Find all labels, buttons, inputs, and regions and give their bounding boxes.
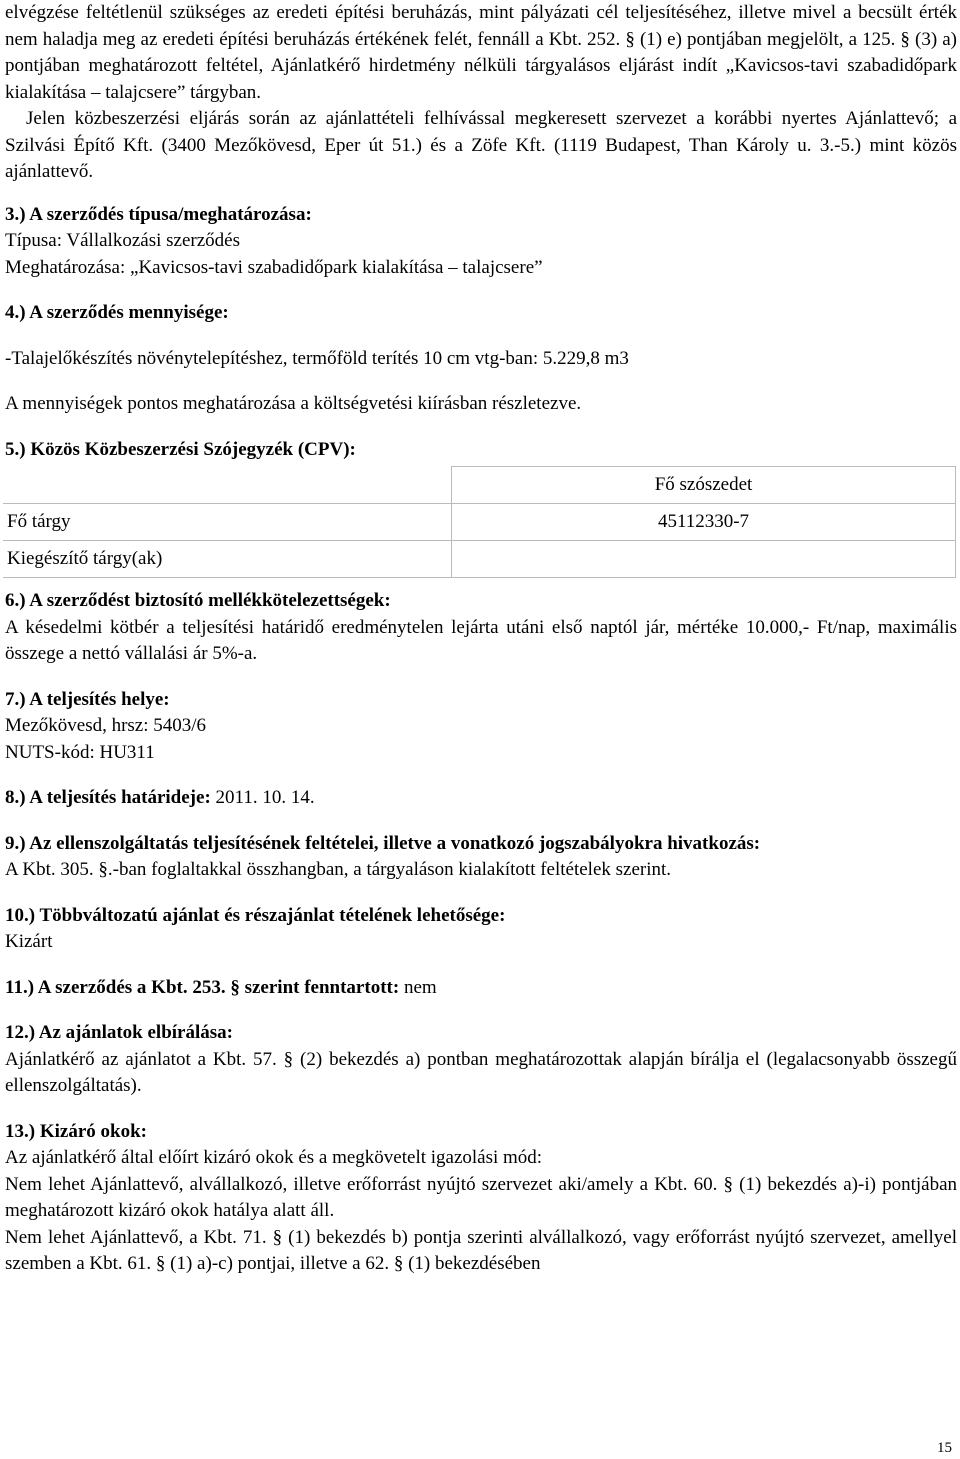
section-4-note: A mennyiségek pontos meghatározása a költségvetési kiírásban részletezve. <box>5 393 582 414</box>
section-9-heading: 9.) Az ellenszolgáltatás teljesítésének feltételei, illetve a vonatkozó jogszabályokra hivatkozás: <box>5 832 761 854</box>
page-number: 15 <box>937 1440 952 1456</box>
section-7-heading: 7.) A teljesítés helye: <box>5 688 170 710</box>
cpv-row-value: 45112330-7 <box>452 504 956 541</box>
section-13-paragraph-1: Nem lehet Ajánlattevő, alvállalkozó, illetve erőforrást nyújtó szervezet aki/amely a Kbt. 60. § (1) bekezdés a)-i) pontjában meghatározott kizáró okok hatálya alatt áll. <box>5 1173 957 1221</box>
section-12-text: Ajánlatkérő az ajánlatot a Kbt. 57. § (2) bekezdés a) pontban meghatározottak alapján bírálja el (legalacsonyabb összegű ellenszolgáltatás). <box>5 1048 957 1096</box>
section-11-value: nem <box>399 976 437 998</box>
cpv-table <box>3 466 956 578</box>
section-3-type: Típusa: Vállalkozási szerződés <box>5 230 240 251</box>
section-8-heading: 8.) A teljesítés határideje: <box>5 787 211 808</box>
intro-paragraph-1: elvégzése feltétlenül szükséges az eredeti építési beruházás, mint pályázati cél teljesítéséhez, illetve mivel a becsült érték nem haladja meg az eredeti építési beruházás értékének felét, fennáll a Kbt. 252. § (1) e) pontjában megjelölt, a 125. § (3) a) pontjában meghatározott feltétel, Ajánlatkérő hirdetmény nélküli tárgyalásos eljárást indít „Kavicsos-tavi szabadidőpark kialakítása – talajcsere” tárgyban. <box>5 2 957 103</box>
section-4-heading: 4.) A szerződés mennyisége: <box>5 302 229 323</box>
section-6-heading: 6.) A szerződést biztosító mellékkötelezettségek: <box>5 590 391 611</box>
cpv-row-main <box>3 504 956 541</box>
cpv-col-header: Fő szószedet <box>452 467 956 504</box>
cpv-row-label: Kiegészítő tárgy(ak) <box>3 541 452 578</box>
section-7-location: Mezőkövesd, hrsz: 5403/6 <box>5 715 207 736</box>
cpv-empty-cell <box>3 467 452 504</box>
section-13-heading: 13.) Kizáró okok: <box>5 1120 147 1142</box>
section-3-heading: 3.) A szerződés típusa/meghatározása: <box>5 203 312 225</box>
cpv-row-label: Fő tárgy <box>3 504 452 541</box>
cpv-row-supplementary <box>3 541 956 578</box>
section-13-paragraph-2: Nem lehet Ajánlattevő, a Kbt. 71. § (1) bekezdés b) pontja szerinti alvállalkozó, vagy erőforrást nyújtó szervezet, amellyel szemben a Kbt. 61. § (1) a)-c) pontjai, illetve a 62. § (1) bekezdésében <box>5 1226 957 1274</box>
section-8 <box>5 785 957 812</box>
section-7-nuts-code: NUTS-kód: HU311 <box>5 741 155 763</box>
section-11-heading: 11.) A szerződés a Kbt. 253. § szerint fenntartott: <box>5 976 400 998</box>
section-5-heading: 5.) Közös Közbeszerzési Szójegyzék (CPV): <box>5 438 356 460</box>
intro-paragraph-2: Jelen közbeszerzési eljárás során az ajánlattételi felhívással megkeresett szervezet a korábbi nyertes Ajánlattevő; a Szilvási Építő Kft. (3400 Mezőkövesd, Eper út 51.) és a Zöfe Kft. (1119 Budapest, Than Károly u. 3.-5.) mint közös ajánlattevő. <box>5 108 957 182</box>
section-10-heading: 10.) Többváltozatú ajánlat és részajánlat tételének lehetősége: <box>5 904 506 926</box>
section-13-intro: Az ajánlatkérő által előírt kizáró okok és a megkövetelt igazolási mód: <box>5 1147 543 1168</box>
document-page <box>5 0 957 1278</box>
section-10-text: Kizárt <box>5 931 53 952</box>
section-8-deadline: 2011. 10. 14. <box>210 787 315 808</box>
cpv-header-row <box>3 467 956 504</box>
section-3-definition: Meghatározása: „Kavicsos-tavi szabadidőpark kialakítása – talajcsere” <box>5 256 543 278</box>
cpv-row-value <box>452 541 956 578</box>
section-6-text: A késedelmi kötbér a teljesítési határidő eredménytelen lejárta utáni első naptól jár, mértéke 10.000,- Ft/nap, maximális összege a nettó vállalási ár 5%-a. <box>5 616 957 664</box>
section-11 <box>5 975 957 1002</box>
section-9-text: A Kbt. 305. §.-ban foglaltakkal összhangban, a tárgyaláson kialakított feltételek szerint. <box>5 859 672 880</box>
section-12-heading: 12.) Az ajánlatok elbírálása: <box>5 1022 233 1043</box>
section-4-quantity: -Talajelőkészítés növénytelepítéshez, termőföld terítés 10 cm vtg-ban: 5.229,8 m3 <box>5 347 629 369</box>
